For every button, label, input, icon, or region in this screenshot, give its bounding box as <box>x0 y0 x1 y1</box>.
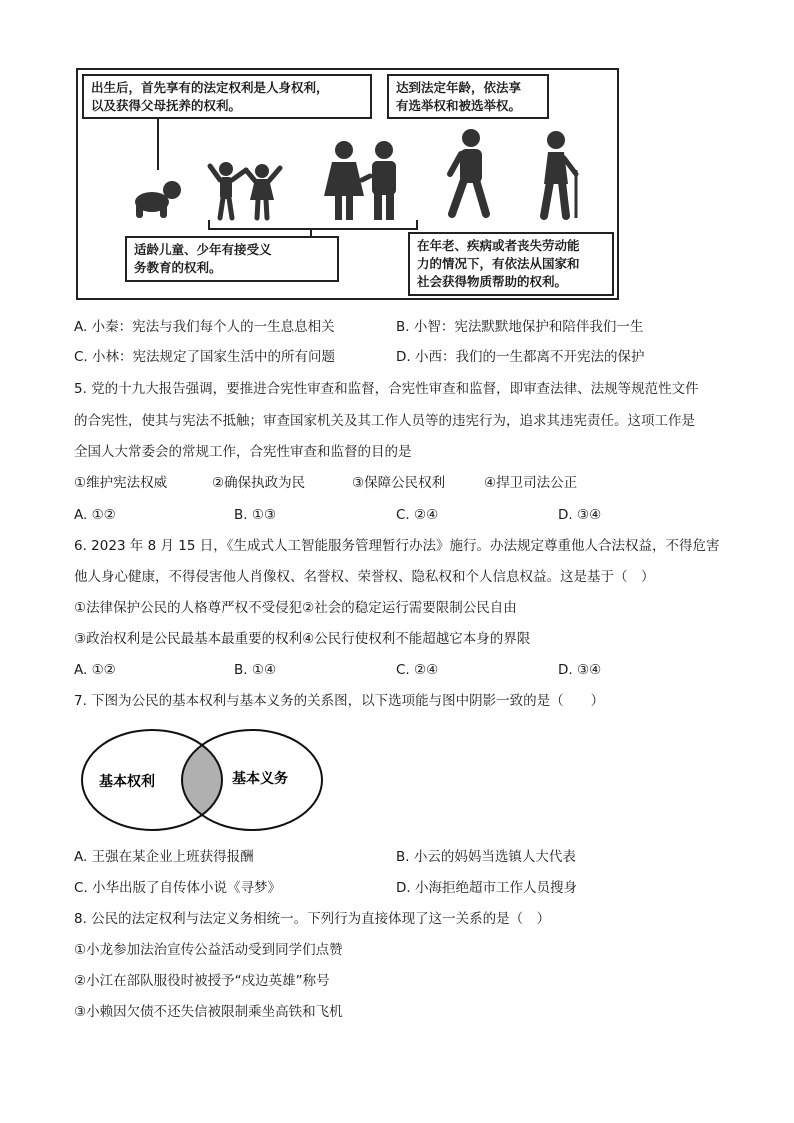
q7-option-c[interactable]: C. 小华出版了自传体小说《寻梦》 <box>74 880 282 896</box>
connector-line <box>416 220 418 230</box>
q4-option-d[interactable]: D. 小西：我们的一生都离不开宪法的保护 <box>396 349 645 365</box>
q8-item: ②小江在部队服役时被授予“戍边英雄”称号 <box>74 973 330 989</box>
callout-line: 出生后，首先享有的法定权利是人身权利， <box>91 80 329 95</box>
couple-icon <box>322 140 408 222</box>
q4-option-b[interactable]: B. 小智：宪法默默地保护和陪伴我们一生 <box>396 319 644 335</box>
callout-line: 力的情况下，有依法从国家和 <box>417 256 580 271</box>
q6-option-a[interactable]: A. ①② <box>74 662 116 678</box>
callout-material-aid-rights <box>408 232 614 296</box>
callout-line: 适龄儿童、少年有接受义 <box>134 242 272 257</box>
callout-line: 以及获得父母抚养的权利。 <box>91 98 242 113</box>
q6-item-line: ①法律保护公民的人格尊严权不受侵犯②社会的稳定运行需要限制公民自由 <box>74 600 517 616</box>
callout-line: 社会获得物质帮助的权利。 <box>417 274 568 289</box>
walking-adult-icon <box>444 128 494 218</box>
q6-option-c[interactable]: C. ②④ <box>396 662 439 678</box>
elderly-with-cane-icon <box>534 130 584 220</box>
q5-stem-line: 5. 党的十九大报告强调，要推进合宪性审查和监督，合宪性审查和监督，即审查法律、法规等规范性文件 <box>74 381 699 397</box>
q8-item: ③小赖因欠债不还失信被限制乘坐高铁和飞机 <box>74 1004 343 1020</box>
q7-option-d[interactable]: D. 小海拒绝超市工作人员搜身 <box>396 880 577 896</box>
q5-item: ③保障公民权利 <box>352 475 446 491</box>
callout-line: 有选举权和被选举权。 <box>396 98 522 113</box>
rights-duties-venn-diagram <box>80 726 326 834</box>
q4-option-c[interactable]: C. 小林：宪法规定了国家生活中的所有问题 <box>74 349 336 365</box>
connector-line <box>157 118 159 170</box>
q5-option-d[interactable]: D. ③④ <box>558 507 602 523</box>
q7-stem: 7. 下图为公民的基本权利与基本义务的关系图，以下选项能与图中阴影一致的是（ ） <box>74 693 605 709</box>
callout-line: 达到法定年龄，依法享 <box>396 80 522 95</box>
lifecycle-rights-figure <box>76 68 619 300</box>
connector-line <box>208 228 418 230</box>
q5-stem-line: 全国人大常委会的常规工作，合宪性审查和监督的目的是 <box>74 444 412 460</box>
q8-stem: 8. 公民的法定权利与法定义务相统一。下列行为直接体现了这一关系的是（ ） <box>74 911 551 927</box>
q6-option-d[interactable]: D. ③④ <box>558 662 602 678</box>
crawling-baby-icon <box>126 178 186 220</box>
q6-stem-line: 6. 2023 年 8 月 15 日，《生成式人工智能服务管理暂行办法》施行。办法规定尊重他人合法权益，不得危害 <box>74 538 720 554</box>
callout-line: 在年老、疾病或者丧失劳动能 <box>417 238 580 253</box>
q5-option-a[interactable]: A. ①② <box>74 507 116 523</box>
q7-option-a[interactable]: A. 王强在某企业上班获得报酬 <box>74 849 254 865</box>
q5-item: ②确保执政为民 <box>212 475 306 491</box>
callout-line: 务教育的权利。 <box>134 260 222 275</box>
q5-item: ①维护宪法权威 <box>74 475 168 491</box>
q6-item-line: ③政治权利是公民最基本最重要的权利④公民行使权利不能超越它本身的界限 <box>74 631 531 647</box>
callout-election-rights <box>387 74 549 119</box>
q5-stem-line: 的合宪性，使其与宪法不抵触；审查国家机关及其工作人员等的违宪行为，追求其违宪责任。这项工作是 <box>74 413 695 429</box>
q5-option-b[interactable]: B. ①③ <box>234 507 277 523</box>
q6-option-b[interactable]: B. ①④ <box>234 662 277 678</box>
q6-stem-line: 他人身心健康，不得侵害他人肖像权、名誉权、荣誉权、隐私权和个人信息权益。这是基于（ ） <box>74 569 655 585</box>
q7-option-b[interactable]: B. 小云的妈妈当选镇人大代表 <box>396 849 576 865</box>
connector-line <box>310 228 312 238</box>
venn-label-rights: 基本权利 <box>99 774 155 790</box>
venn-label-duties: 基本义务 <box>232 771 288 787</box>
callout-education-rights <box>125 236 339 282</box>
q8-item: ①小龙参加法治宣传公益活动受到同学们点赞 <box>74 942 343 958</box>
q4-option-a[interactable]: A. 小秦：宪法与我们每个人的一生息息相关 <box>74 319 335 335</box>
children-icon <box>206 160 286 222</box>
q5-item: ④捍卫司法公正 <box>484 475 578 491</box>
q5-option-c[interactable]: C. ②④ <box>396 507 439 523</box>
callout-personal-rights <box>82 74 372 119</box>
